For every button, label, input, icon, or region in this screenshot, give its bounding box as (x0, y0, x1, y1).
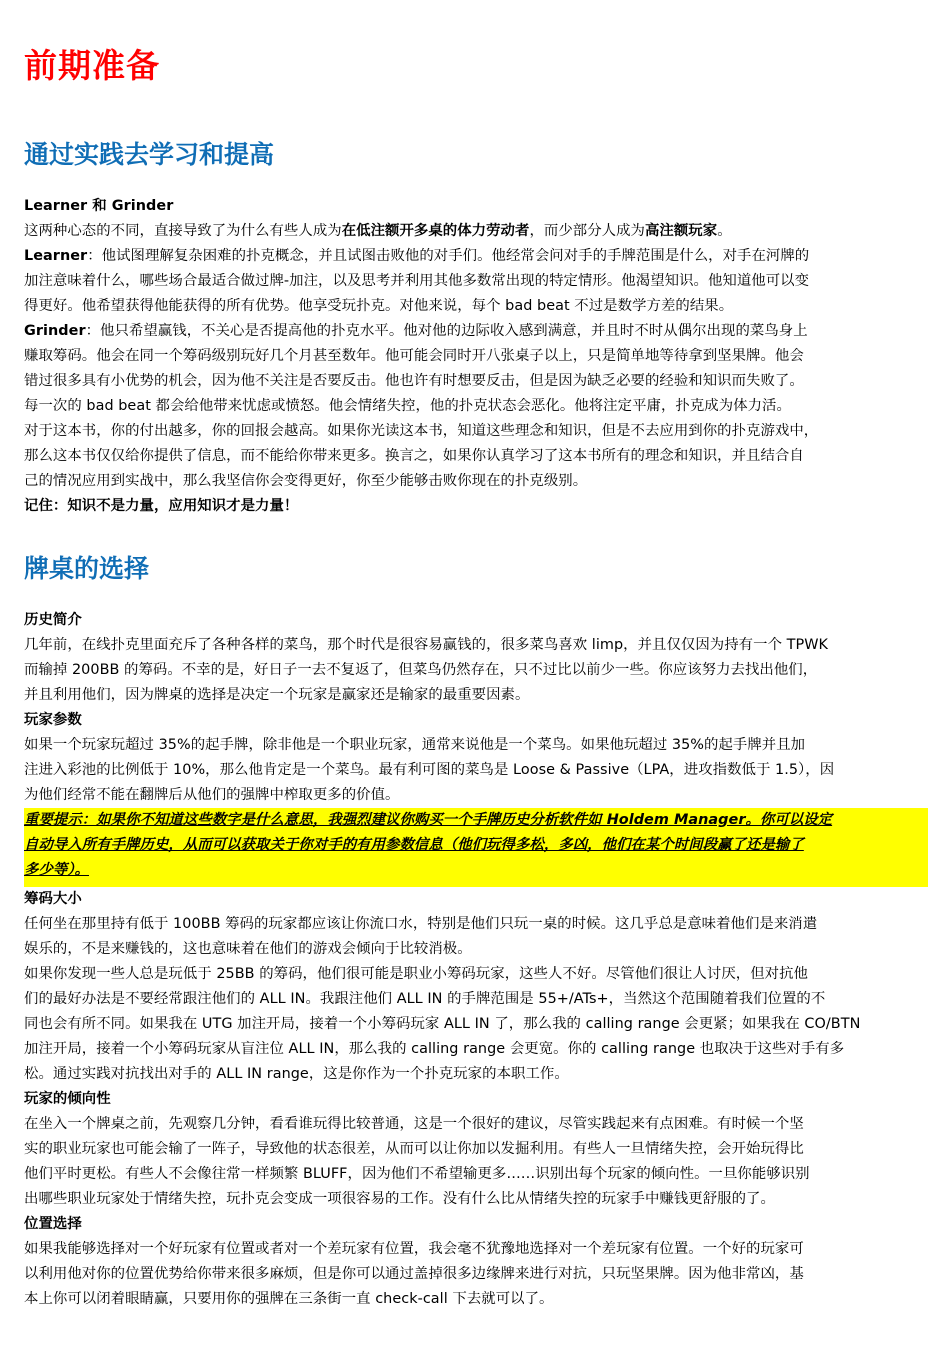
subheading-history: 历史简介 (24, 612, 82, 628)
stack-line: 加注开局，接着一个小筹码玩家从盲注位 ALL IN，那么我的 calling range 会更宽。你的 calling range 也取决于这些对手有多 (24, 1041, 845, 1057)
params-line: 如果一个玩家玩超过 35%的起手牌，除非他是一个职业玩家，通常来说他是一个菜鸟。如果他玩超过 35%的起手牌并且加 (24, 737, 806, 753)
history-line: 并且利用他们，因为牌桌的选择是决定一个玩家是赢家还是输家的最重要因素。 (24, 687, 530, 703)
intro-text-mid: ，而少部分人成为 (529, 223, 645, 239)
tendency-line: 实的职业玩家也可能会输了一阵子，导致他的状态很差，从而可以让你加以发掘利用。有些人一旦情绪失控，会开始玩得比 (24, 1141, 804, 1157)
section-practice-body (24, 194, 928, 519)
tendency-line: 在坐入一个牌桌之前，先观察几分钟，看看谁玩得比较普通，这是一个很好的建议，尽管实践起来有点困难。有时候一个坚 (24, 1116, 804, 1132)
closing-line: 己的情况应用到实战中，那么我坚信你会变得更好，你至少能够击败你现在的扑克级别。 (24, 473, 588, 489)
subheading-learner-grinder: Learner 和 Grinder (24, 198, 174, 214)
grinder-line: 错过很多具有小优势的机会，因为他不关注是否要反击。他也许有时想要反击，但是因为缺乏必要的经验和知识而失败了。 (24, 373, 804, 389)
tendency-line: 他们平时更松。有些人不会像往常一样频繁 BLUFF，因为他们不希望输更多……识别出每个玩家的倾向性。一旦你能够识别 (24, 1166, 810, 1182)
important-note-line: 重要提示：如果你不知道这些数字是什么意思，我强烈建议你购买一个手牌历史分析软件如 Holdem Manager。你可以设定 (24, 812, 833, 828)
learner-line: 加注意味着什么，哪些场合最适合做过牌-加注，以及思考并利用其他多数常出现的特定情形。他渴望知识。他知道他可以变 (24, 273, 810, 289)
learner-line (24, 244, 928, 269)
subheading-tendency: 玩家的倾向性 (24, 1091, 111, 1107)
stack-line: 任何坐在那里持有低于 100BB 筹码的玩家都应该让你流口水，特别是他们只玩一桌的时候。这几乎总是意味着他们是来消遣 (24, 916, 818, 932)
subheading-player-params: 玩家参数 (24, 712, 82, 728)
grinder-line (24, 319, 928, 344)
remember-line: 记住：知识不是力量，应用知识才是力量！ (24, 498, 299, 514)
intro-bold-grinders: 在低注额开多桌的体力劳动者 (341, 223, 530, 239)
closing-line: 那么这本书仅仅给你提供了信息，而不能给你带来更多。换言之，如果你认真学习了这本书所有的理念和知识，并且结合自 (24, 448, 804, 464)
position-line: 本上你可以闭着眼睛赢，只要用你的强牌在三条街一直 check-call 下去就可以了。 (24, 1291, 554, 1307)
position-line: 如果我能够选择对一个好玩家有位置或者对一个差玩家有位置，我会毫不犹豫地选择对一个差玩家有位置。一个好的玩家可 (24, 1241, 804, 1257)
page-title: 前期准备 (24, 46, 160, 85)
grinder-line: 每一次的 bad beat 都会给他带来忧虑或愤怒。他会情绪失控，他的扑克状态会恶化。他将注定平庸，扑克成为体力活。 (24, 398, 791, 414)
history-line: 几年前，在线扑克里面充斥了各种各样的菜鸟，那个时代是很容易赢钱的，很多菜鸟喜欢 limp，并且仅仅因为持有一个 TPWK (24, 637, 828, 653)
intro-text: 这两种心态的不同，直接导致了为什么有些人成为 (24, 223, 342, 239)
grinder-line: 赚取筹码。他会在同一个筹码级别玩好几个月甚至数年。他可能会同时开八张桌子以上，只是简单地等待拿到坚果牌。他会 (24, 348, 804, 364)
subheading-stack-size: 筹码大小 (24, 891, 82, 907)
params-line: 为他们经常不能在翻牌后从他们的强牌中榨取更多的价值。 (24, 787, 400, 803)
section-heading-table-selection: 牌桌的选择 (24, 554, 150, 583)
history-line: 而输掉 200BB 的筹码。不幸的是，好日子一去不复返了，但菜鸟仍然存在，只不过比以前少一些。你应该努力去找出他们， (24, 662, 818, 678)
tendency-line: 出哪些职业玩家处于情绪失控，玩扑克会变成一项很容易的工作。没有什么比从情绪失控的玩家手中赚钱更舒服的了。 (24, 1191, 775, 1207)
params-line: 注进入彩池的比例低于 10%，那么他肯定是一个菜鸟。最有利可图的菜鸟是 Loose & Passive（LPA，进攻指数低于 1.5），因 (24, 762, 835, 778)
subheading-position: 位置选择 (24, 1216, 82, 1232)
important-note-line: 自动导入所有手牌历史，从而可以获取关于你对手的有用参数信息（他们玩得多松，多凶，他们在某个时间段赢了还是输了 (24, 837, 804, 853)
important-note-highlight (24, 808, 928, 887)
learner-line: 得更好。他希望获得他能获得的所有优势。他享受玩扑克。对他来说，每个 bad beat 不过是数学方差的结果。 (24, 298, 734, 314)
intro-paragraph (24, 219, 928, 244)
stack-line: 们的最好办法是不要经常跟注他们的 ALL IN。我跟注他们 ALL IN 的手牌范围是 55+/ATs+，当然这个范围随着我们位置的不 (24, 991, 826, 1007)
important-note-line: 多少等）。 (24, 862, 90, 878)
stack-line: 松。通过实践对抗找出对手的 ALL IN range，这是你作为一个扑克玩家的本职工作。 (24, 1066, 569, 1082)
section-heading-practice: 通过实践去学习和提高 (24, 140, 275, 169)
stack-line: 娱乐的，不是来赚钱的，这也意味着在他们的游戏会倾向于比较消极。 (24, 941, 472, 957)
stack-line: 同也会有所不同。如果我在 UTG 加注开局，接着一个小筹码玩家 ALL IN 了，那么我的 calling range 会更紧；如果我在 CO/BTN (24, 1016, 861, 1032)
closing-line: 对于这本书，你的付出越多，你的回报会越高。如果你光读这本书，知道这些理念和知识，但是不去应用到你的扑克游戏中， (24, 423, 819, 439)
position-line: 以利用他对你的位置优势给你带来很多麻烦，但是你可以通过盖掉很多边缘牌来进行对抗，只玩坚果牌。因为他非常凶，基 (24, 1266, 804, 1282)
intro-bold-highstakes: 高注额玩家 (644, 223, 718, 239)
learner-text: ：他试图理解复杂困难的扑克概念，并且试图击败他的对手们。他经常会问对手的手牌范围是什么，对手在河牌的 (87, 248, 810, 264)
intro-text-end: 。 (717, 223, 732, 239)
grinder-text: ：他只希望赢钱，不关心是否提高他的扑克水平。他对他的边际收入感到满意，并且时不时从偶尔出现的菜鸟身上 (85, 323, 808, 339)
stack-line: 如果你发现一些人总是玩低于 25BB 的筹码，他们很可能是职业小筹码玩家，这些人不好。尽管他们很让人讨厌，但对抗他 (24, 966, 808, 982)
section-table-selection-body (24, 608, 928, 1312)
learner-label: Learner (24, 248, 88, 264)
grinder-label: Grinder (24, 323, 86, 339)
